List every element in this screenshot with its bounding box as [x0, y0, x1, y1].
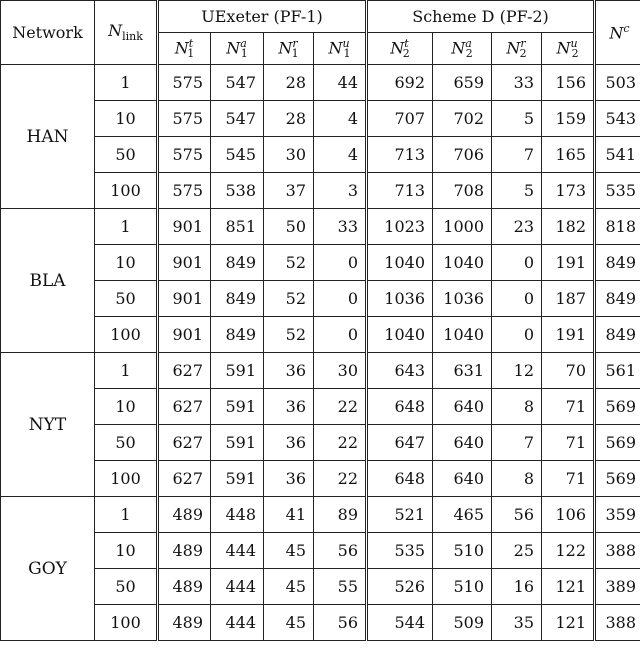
pf2-cell: 0 [492, 317, 542, 353]
pf2-cell: 121 [542, 605, 595, 641]
table-row [1, 425, 640, 461]
nlink-cell: 50 [95, 137, 158, 173]
nc-cell: 388 [595, 533, 640, 569]
pf2-cell: 33 [492, 65, 542, 101]
pf2-cell: 187 [542, 281, 595, 317]
pf1-cell: 45 [264, 569, 314, 605]
pf1-cell: 0 [314, 245, 367, 281]
pf2-group-header: Scheme D (PF-2) [367, 1, 595, 33]
pf2-cell: 1040 [367, 245, 433, 281]
nlink-cell: 1 [95, 497, 158, 533]
pf2-cell: 35 [492, 605, 542, 641]
nlink-cell: 100 [95, 317, 158, 353]
pf1-cell: 45 [264, 605, 314, 641]
nc-cell: 849 [595, 317, 640, 353]
table-row [1, 497, 640, 533]
nlink-cell: 1 [95, 209, 158, 245]
pf1-cell: 89 [314, 497, 367, 533]
pf1-cell: 901 [158, 209, 211, 245]
table-row [1, 173, 640, 209]
pf2-cell: 713 [367, 173, 433, 209]
pf2-cell: 713 [367, 137, 433, 173]
table-row [1, 461, 640, 497]
subheader-pf1-a: $N^a_1$ [211, 33, 264, 65]
pf1-cell: 30 [264, 137, 314, 173]
pf1-cell: 489 [158, 569, 211, 605]
pf1-cell: 627 [158, 353, 211, 389]
nlink-cell: 1 [95, 65, 158, 101]
table-row [1, 209, 640, 245]
nc-cell: 561 [595, 353, 640, 389]
pf2-cell: 544 [367, 605, 433, 641]
pf1-cell: 575 [158, 101, 211, 137]
pf1-cell: 56 [314, 533, 367, 569]
pf2-cell: 510 [433, 533, 492, 569]
pf1-cell: 627 [158, 425, 211, 461]
pf1-cell: 547 [211, 65, 264, 101]
pf1-cell: 591 [211, 461, 264, 497]
table-row [1, 245, 640, 281]
pf2-cell: 640 [433, 425, 492, 461]
pf2-cell: 71 [542, 425, 595, 461]
pf1-cell: 28 [264, 101, 314, 137]
pf1-cell: 56 [314, 605, 367, 641]
nlink-cell: 10 [95, 389, 158, 425]
subheader-pf2-r: $N^r_2$ [492, 33, 542, 65]
pf2-cell: 159 [542, 101, 595, 137]
pf1-cell: 22 [314, 425, 367, 461]
nlink-cell: 50 [95, 569, 158, 605]
pf1-cell: 44 [314, 65, 367, 101]
table-row [1, 281, 640, 317]
table-row [1, 569, 640, 605]
pf2-cell: 16 [492, 569, 542, 605]
pf2-cell: 648 [367, 389, 433, 425]
table-row [1, 605, 640, 641]
table-row [1, 353, 640, 389]
pf1-cell: 489 [158, 497, 211, 533]
nc-cell: 569 [595, 425, 640, 461]
pf1-cell: 849 [211, 281, 264, 317]
pf2-cell: 509 [433, 605, 492, 641]
pf1-cell: 36 [264, 425, 314, 461]
pf1-cell: 591 [211, 425, 264, 461]
pf1-cell: 851 [211, 209, 264, 245]
pf1-cell: 444 [211, 605, 264, 641]
pf2-cell: 7 [492, 137, 542, 173]
nlink-cell: 1 [95, 353, 158, 389]
pf2-cell: 0 [492, 245, 542, 281]
pf1-cell: 4 [314, 101, 367, 137]
subheader-pf1-r: $N^r_1$ [264, 33, 314, 65]
pf2-cell: 156 [542, 65, 595, 101]
nc-header: $N^c$ [595, 1, 640, 65]
pf1-cell: 30 [314, 353, 367, 389]
pf2-cell: 1040 [433, 245, 492, 281]
pf2-cell: 70 [542, 353, 595, 389]
pf1-cell: 627 [158, 461, 211, 497]
header-row-top [1, 1, 640, 33]
nc-cell: 535 [595, 173, 640, 209]
table-row [1, 65, 640, 101]
network-name: NYT [1, 353, 95, 497]
pf2-cell: 8 [492, 461, 542, 497]
pf1-cell: 591 [211, 353, 264, 389]
pf2-cell: 5 [492, 101, 542, 137]
pf2-cell: 708 [433, 173, 492, 209]
nc-cell: 388 [595, 605, 640, 641]
pf1-group-header: UExeter (PF-1) [158, 1, 367, 33]
pf1-cell: 575 [158, 65, 211, 101]
nlink-cell: 100 [95, 605, 158, 641]
pf1-cell: 0 [314, 281, 367, 317]
pf2-cell: 648 [367, 461, 433, 497]
nlink-header: $N_{link}$ [95, 1, 158, 65]
pf2-cell: 1036 [367, 281, 433, 317]
pf2-cell: 640 [433, 461, 492, 497]
pf2-cell: 23 [492, 209, 542, 245]
pf1-cell: 22 [314, 389, 367, 425]
pf2-cell: 191 [542, 317, 595, 353]
nc-cell: 389 [595, 569, 640, 605]
pf2-cell: 659 [433, 65, 492, 101]
pf1-cell: 627 [158, 389, 211, 425]
pf2-cell: 25 [492, 533, 542, 569]
nlink-cell: 50 [95, 425, 158, 461]
pf2-cell: 510 [433, 569, 492, 605]
network-name: GOY [1, 497, 95, 641]
pf1-cell: 36 [264, 389, 314, 425]
pf2-cell: 7 [492, 425, 542, 461]
nlink-cell: 100 [95, 461, 158, 497]
table-row [1, 317, 640, 353]
pf1-cell: 448 [211, 497, 264, 533]
pf2-cell: 121 [542, 569, 595, 605]
pf1-cell: 545 [211, 137, 264, 173]
nc-cell: 359 [595, 497, 640, 533]
pf2-cell: 173 [542, 173, 595, 209]
nc-cell: 503 [595, 65, 640, 101]
nlink-cell: 50 [95, 281, 158, 317]
pf1-cell: 4 [314, 137, 367, 173]
pf1-cell: 901 [158, 281, 211, 317]
pf2-cell: 182 [542, 209, 595, 245]
subheader-pf2-t: $N^t_2$ [367, 33, 433, 65]
pf2-cell: 191 [542, 245, 595, 281]
pf1-cell: 52 [264, 245, 314, 281]
network-name: BLA [1, 209, 95, 353]
pf1-cell: 575 [158, 137, 211, 173]
pf2-cell: 692 [367, 65, 433, 101]
pf1-cell: 36 [264, 461, 314, 497]
pf2-cell: 165 [542, 137, 595, 173]
pf1-cell: 444 [211, 569, 264, 605]
pf1-cell: 575 [158, 173, 211, 209]
pf1-cell: 901 [158, 317, 211, 353]
pf2-cell: 640 [433, 389, 492, 425]
pf1-cell: 901 [158, 245, 211, 281]
pf2-cell: 71 [542, 389, 595, 425]
pf2-cell: 0 [492, 281, 542, 317]
nlink-cell: 10 [95, 101, 158, 137]
pf2-cell: 8 [492, 389, 542, 425]
pf1-cell: 33 [314, 209, 367, 245]
pf1-cell: 22 [314, 461, 367, 497]
pf2-cell: 122 [542, 533, 595, 569]
pf2-cell: 56 [492, 497, 542, 533]
pf1-cell: 849 [211, 245, 264, 281]
pf2-cell: 1036 [433, 281, 492, 317]
pf2-cell: 706 [433, 137, 492, 173]
pf2-cell: 1040 [433, 317, 492, 353]
pf1-cell: 41 [264, 497, 314, 533]
network-header: Network [1, 1, 95, 65]
pf2-cell: 5 [492, 173, 542, 209]
pf2-cell: 521 [367, 497, 433, 533]
pf2-cell: 1040 [367, 317, 433, 353]
pf1-cell: 28 [264, 65, 314, 101]
nc-cell: 849 [595, 281, 640, 317]
pf1-cell: 849 [211, 317, 264, 353]
pf1-cell: 52 [264, 281, 314, 317]
pf1-cell: 444 [211, 533, 264, 569]
pf2-cell: 535 [367, 533, 433, 569]
pf1-cell: 37 [264, 173, 314, 209]
table-row [1, 101, 640, 137]
pf1-cell: 547 [211, 101, 264, 137]
pf2-cell: 647 [367, 425, 433, 461]
pf1-cell: 591 [211, 389, 264, 425]
table-row [1, 137, 640, 173]
pf2-cell: 12 [492, 353, 542, 389]
pf2-cell: 631 [433, 353, 492, 389]
pf1-cell: 50 [264, 209, 314, 245]
nc-cell: 818 [595, 209, 640, 245]
pf2-cell: 1000 [433, 209, 492, 245]
table-row [1, 533, 640, 569]
subheader-pf1-t: $N^t_1$ [158, 33, 211, 65]
pf2-cell: 1023 [367, 209, 433, 245]
nlink-cell: 100 [95, 173, 158, 209]
pf2-cell: 526 [367, 569, 433, 605]
pf1-cell: 52 [264, 317, 314, 353]
pf1-cell: 489 [158, 605, 211, 641]
pf1-cell: 489 [158, 533, 211, 569]
table-row [1, 389, 640, 425]
nc-cell: 569 [595, 461, 640, 497]
subheader-pf2-u: $N^u_2$ [542, 33, 595, 65]
pf2-cell: 106 [542, 497, 595, 533]
pf1-cell: 0 [314, 317, 367, 353]
nc-cell: 849 [595, 245, 640, 281]
pf1-cell: 3 [314, 173, 367, 209]
pf1-cell: 55 [314, 569, 367, 605]
subheader-pf2-a: $N^a_2$ [433, 33, 492, 65]
pf2-cell: 707 [367, 101, 433, 137]
pf1-cell: 45 [264, 533, 314, 569]
nc-cell: 543 [595, 101, 640, 137]
pf1-cell: 538 [211, 173, 264, 209]
subheader-pf1-u: $N^u_1$ [314, 33, 367, 65]
pf2-cell: 702 [433, 101, 492, 137]
pf2-cell: 465 [433, 497, 492, 533]
nc-cell: 569 [595, 389, 640, 425]
nlink-cell: 10 [95, 533, 158, 569]
nc-cell: 541 [595, 137, 640, 173]
pf2-cell: 643 [367, 353, 433, 389]
pf1-cell: 36 [264, 353, 314, 389]
pf2-cell: 71 [542, 461, 595, 497]
table-body [1, 65, 640, 641]
network-name: HAN [1, 65, 95, 209]
nlink-cell: 10 [95, 245, 158, 281]
